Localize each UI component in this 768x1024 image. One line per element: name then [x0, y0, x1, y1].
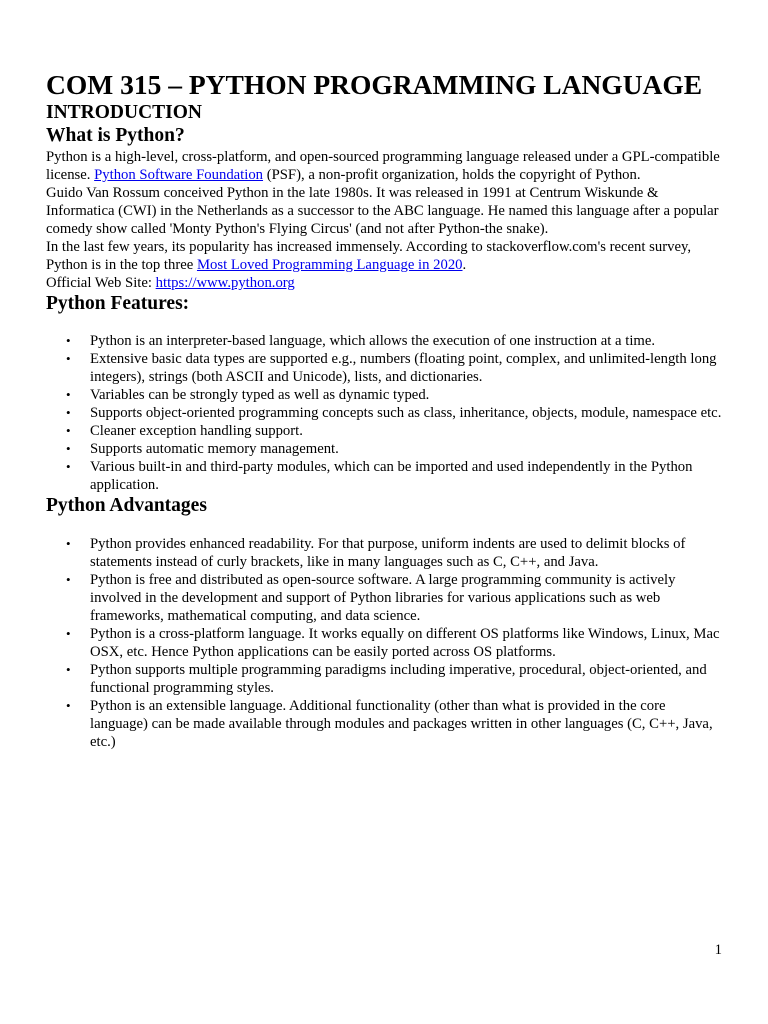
list-item-text: Python is free and distributed as open-source software. A large programming community is actively involved in the development and support of Python libraries for various applications such as web frameworks, mathematical computing, and data science.: [90, 571, 676, 624]
bullet-icon: •: [66, 405, 71, 421]
bullet-icon: •: [66, 661, 71, 677]
intro-paragraph-3-text-end: .: [462, 256, 467, 273]
bullet-icon: •: [66, 535, 71, 551]
list-item: [46, 571, 724, 625]
official-site-line: [46, 274, 724, 292]
python-software-foundation-link[interactable]: Python Software Foundation: [94, 166, 264, 183]
list-item: [46, 661, 724, 697]
list-item-text: Supports automatic memory management.: [90, 441, 339, 458]
bullet-icon: •: [66, 697, 71, 713]
list-item: [46, 458, 724, 494]
list-item: [46, 350, 724, 386]
list-item-text: Python supports multiple programming paradigms including imperative, procedural, object-oriented, and functional programming styles.: [90, 661, 707, 696]
python-org-link[interactable]: https://www.python.org: [155, 274, 295, 291]
bullet-icon: •: [66, 387, 71, 403]
list-item-text: Python is an extensible language. Additional functionality (other than what is provided in the core language) can be made available through modules and packages written in other languages (C, C++, Java, etc.): [90, 697, 713, 750]
bullet-icon: •: [66, 625, 71, 641]
list-item: [46, 332, 724, 350]
most-loved-language-link[interactable]: Most Loved Programming Language in 2020: [196, 256, 463, 273]
bullet-icon: •: [66, 333, 71, 349]
list-item-text: Various built-in and third-party modules, which can be imported and used independently in the Python application.: [90, 459, 693, 494]
bullet-icon: •: [66, 423, 71, 439]
list-item-text: Supports object-oriented programming concepts such as class, inheritance, objects, module, namespace etc.: [90, 405, 722, 422]
list-item: [46, 697, 724, 751]
heading-python-advantages: Python Advantages: [46, 495, 207, 517]
list-item: [46, 422, 724, 440]
intro-paragraph-1-text-start: Python is a high-level, cross-platform, and open-sourced programming language released under a GPL-compatible license.: [46, 148, 720, 183]
list-item: [46, 404, 724, 422]
list-item-text: Variables can be strongly typed as well as dynamic typed.: [90, 387, 430, 404]
bullet-icon: •: [66, 571, 71, 587]
list-item-text: Python is an interpreter-based language, which allows the execution of one instruction at a time.: [90, 333, 656, 350]
page-title: COM 315 – PYTHON PROGRAMMING LANGUAGE: [46, 69, 703, 100]
page-number: 1: [714, 942, 722, 958]
list-item-text: Extensive basic data types are supported e.g., numbers (floating point, complex, and unlimited-length long integers), strings (both ASCII and Unicode), lists, and dictionaries.: [90, 351, 717, 386]
list-item: [46, 386, 724, 404]
intro-paragraph-1: [46, 148, 724, 184]
heading-python-features: Python Features:: [46, 292, 190, 314]
heading-what-is-python: What is Python?: [46, 125, 185, 147]
list-item: [46, 535, 724, 571]
official-site-label: Official Web Site:: [46, 274, 156, 291]
list-item: [46, 625, 724, 661]
list-item: [46, 440, 724, 458]
list-item-text: Python provides enhanced readability. For that purpose, uniform indents are used to delimit blocks of statements instead of curly brackets, like in many languages such as C, C++, and Java.: [90, 535, 686, 570]
intro-paragraph-2: Guido Van Rossum conceived Python in the late 1980s. It was released in 1991 at Centrum Wiskunde & Informatica (CWI) in the Netherlands as a successor to the ABC language. He named this language after a popular comedy show called 'Monty Python's Flying Circus' (and not after Python-the snake).: [46, 184, 719, 237]
list-item-text: Python is a cross-platform language. It works equally on different OS platforms like Windows, Linux, Mac OSX, etc. Hence Python applications can be easily ported across OS platforms.: [90, 625, 720, 660]
bullet-icon: •: [66, 459, 71, 475]
intro-paragraph-3: [46, 238, 724, 274]
list-item-text: Cleaner exception handling support.: [90, 423, 303, 440]
features-list: [46, 332, 724, 494]
intro-paragraph-1-text-end: (PSF), a non-profit organization, holds the copyright of Python.: [263, 166, 641, 183]
heading-introduction: INTRODUCTION: [46, 102, 203, 123]
advantages-list: [46, 535, 724, 751]
bullet-icon: •: [66, 441, 71, 457]
bullet-icon: •: [66, 351, 71, 367]
intro-paragraph-3-text-start: In the last few years, its popularity has increased immensely. According to stackoverflow.com's recent survey, Python is in the top three: [46, 238, 692, 273]
